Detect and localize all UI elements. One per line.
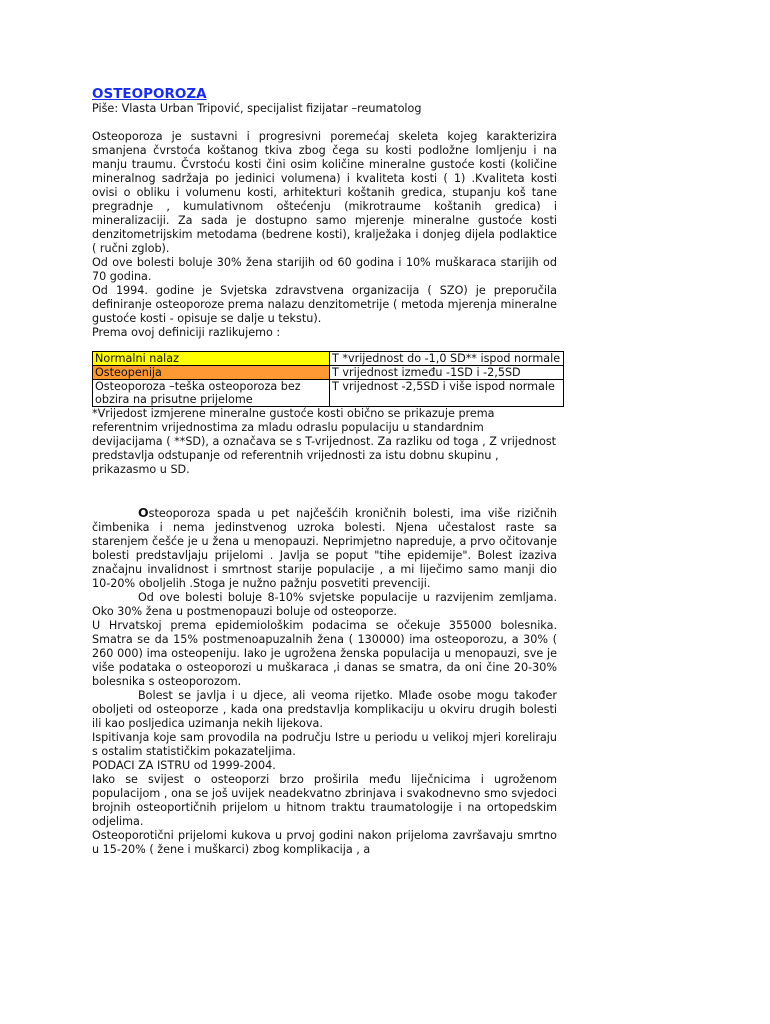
body-paragraph-1 bbox=[92, 506, 557, 591]
intro-paragraph-3: Od 1994. godine je Svjetska zdravstvena organizacija ( SZO) je preporučila definiranje osteoporoze prema nalazu denzitometrije ( metoda mjerenja mineralne gustoće kosti - opisuje se dalje u tekstu). bbox=[92, 284, 557, 325]
body-paragraph-1-text: steoporoza spada u pet najčešćih kroničnih bolesti, ima više rizičnih čimbenika i nema jedinstvenog uzroka bolesti. Njena učestalost raste sa starenjem češće je u žena u menopauzi. Neprimjetno napreduje, a prvo očitovanje bolesti predstavljaju prijelomi . Javlja se poput "tihe epidemije". Bolest izaziva značajnu invalidnost i smrtnost starije populacije , a mi liječimo samo manji dio 10-20% oboljelih .Stoga je nužno pažnju posvetiti prevenciji. bbox=[92, 507, 557, 590]
page-title: OSTEOPOROZA bbox=[92, 86, 207, 102]
table-cell-label: Osteopenija bbox=[93, 366, 330, 380]
intro-paragraph-2: Od ove bolesti boluje 30% žena starijih od 60 godina i 10% muškaraca starijih od 70 godina. bbox=[92, 256, 557, 283]
table-row bbox=[93, 366, 564, 380]
author-line: Piše: Vlasta Urban Tripović, specijalist fizijatar –reumatolog bbox=[92, 102, 422, 115]
classification-table bbox=[92, 351, 564, 407]
table-cell-value: T vrijednost između -1SD i -2,5SD bbox=[330, 366, 564, 380]
body-paragraph-8: Osteoporotični prijelomi kukova u prvoj godini nakon prijeloma završavaju smrtno u 15-20% ( žene i muškarci) zbog komplikacija , a bbox=[92, 829, 557, 856]
table-cell-value: T *vrijednost do -1,0 SD** ispod normale bbox=[330, 352, 564, 366]
drop-initial: O bbox=[138, 505, 149, 520]
body-paragraph-7: Iako se svijest o osteoporzi brzo proširila među liječnicima i ugroženom populacijom , ona se još uvijek neadekvatno zbrinjava i svakodnevno smo svjedoci brojnih osteoportičnih prijelom u hitnom traktu traumatologije i na ortopedskim odjelima. bbox=[92, 773, 557, 828]
intro-paragraph-4: Prema ovoj definiciji razlikujemo : bbox=[92, 326, 281, 339]
footnote: *Vrijedost izmjerene mineralne gustoće kosti obično se prikazuje prema referentnim vrijednostima za mladu odraslu populaciju u standardnim devijacijama ( **SD), a označava se s T-vrijednost. Za razliku od toga , Z vrijednost predstavlja odstupanje od referentnih vrijednosti za istu dobnu skupinu , prikazasmo u SD. bbox=[92, 407, 557, 476]
document-page bbox=[92, 86, 561, 857]
table-cell-value: T vrijednost -2,5SD i više ispod normale bbox=[330, 380, 564, 407]
body-paragraph-5: Ispitivanja koje sam provodila na području Istre u periodu u velikoj mjeri koreliraju s ostalim statističkim pokazateljima. bbox=[92, 731, 557, 758]
table-cell-label: Normalni nalaz bbox=[93, 352, 330, 366]
body-paragraph-6: PODACI ZA ISTRU od 1999-2004. bbox=[92, 759, 276, 772]
intro-paragraph-1: Osteoporoza je sustavni i progresivni poremećaj skeleta kojeg karakterizira smanjena čvrstoća koštanog tkiva zbog čega su kosti podložne lomljenju i na manju traumu. Čvrstoću kosti čini osim količine mineralne gustoće kosti (količine mineralnog sadržaja po jedinici volumena) i kvaliteta kosti ( 1) .Kvaliteta kosti ovisi o obliku i volumenu kosti, arhitekturi koštanih gredica, stupanju koš tane pregradnje , kumulativnom oštećenju (mikrotraume koštanih gredica) i mineralizaciji. Za sada je dostupno samo mjerenje mineralne gustoće kosti denzitometrijskim metodama (bedrene kosti), kralježaka i donjeg dijela podlaktice ( ručni zglob). bbox=[92, 130, 557, 255]
table-row bbox=[93, 352, 564, 366]
body-paragraph-2: Od ove bolesti boluje 8-10% svjetske populacije u razvijenim zemljama. Oko 30% žena u postmenopauzi boluje od osteoporze. bbox=[92, 591, 557, 618]
body-paragraph-4: Bolest se javlja i u djece, ali veoma rijetko. Mlađe osobe mogu također oboljeti od osteoporze , kada ona predstavlja komplikaciju u okviru drugih bolesti ili kao posljedica uzimanja nekih lijekova. bbox=[92, 689, 557, 730]
table-cell-label: Osteoporoza –teška osteoporoza bez obzira na prisutne prijelome bbox=[93, 380, 330, 407]
table-row bbox=[93, 380, 564, 407]
body-paragraph-3: U Hrvatskoj prema epidemiološkim podacima se očekuje 355000 bolesnika. Smatra se da 15% postmenoapuzalnih žena ( 130000) ima osteoporozu, a 30% ( 260 000) ima osteopeniju. Iako je ugrožena ženska populacija u menopauzi, sve je više podataka o osteoporozi u muškaraca ,i danas se smatra, da oni čine 20-30% bolesnika s osteoporozom. bbox=[92, 619, 557, 688]
